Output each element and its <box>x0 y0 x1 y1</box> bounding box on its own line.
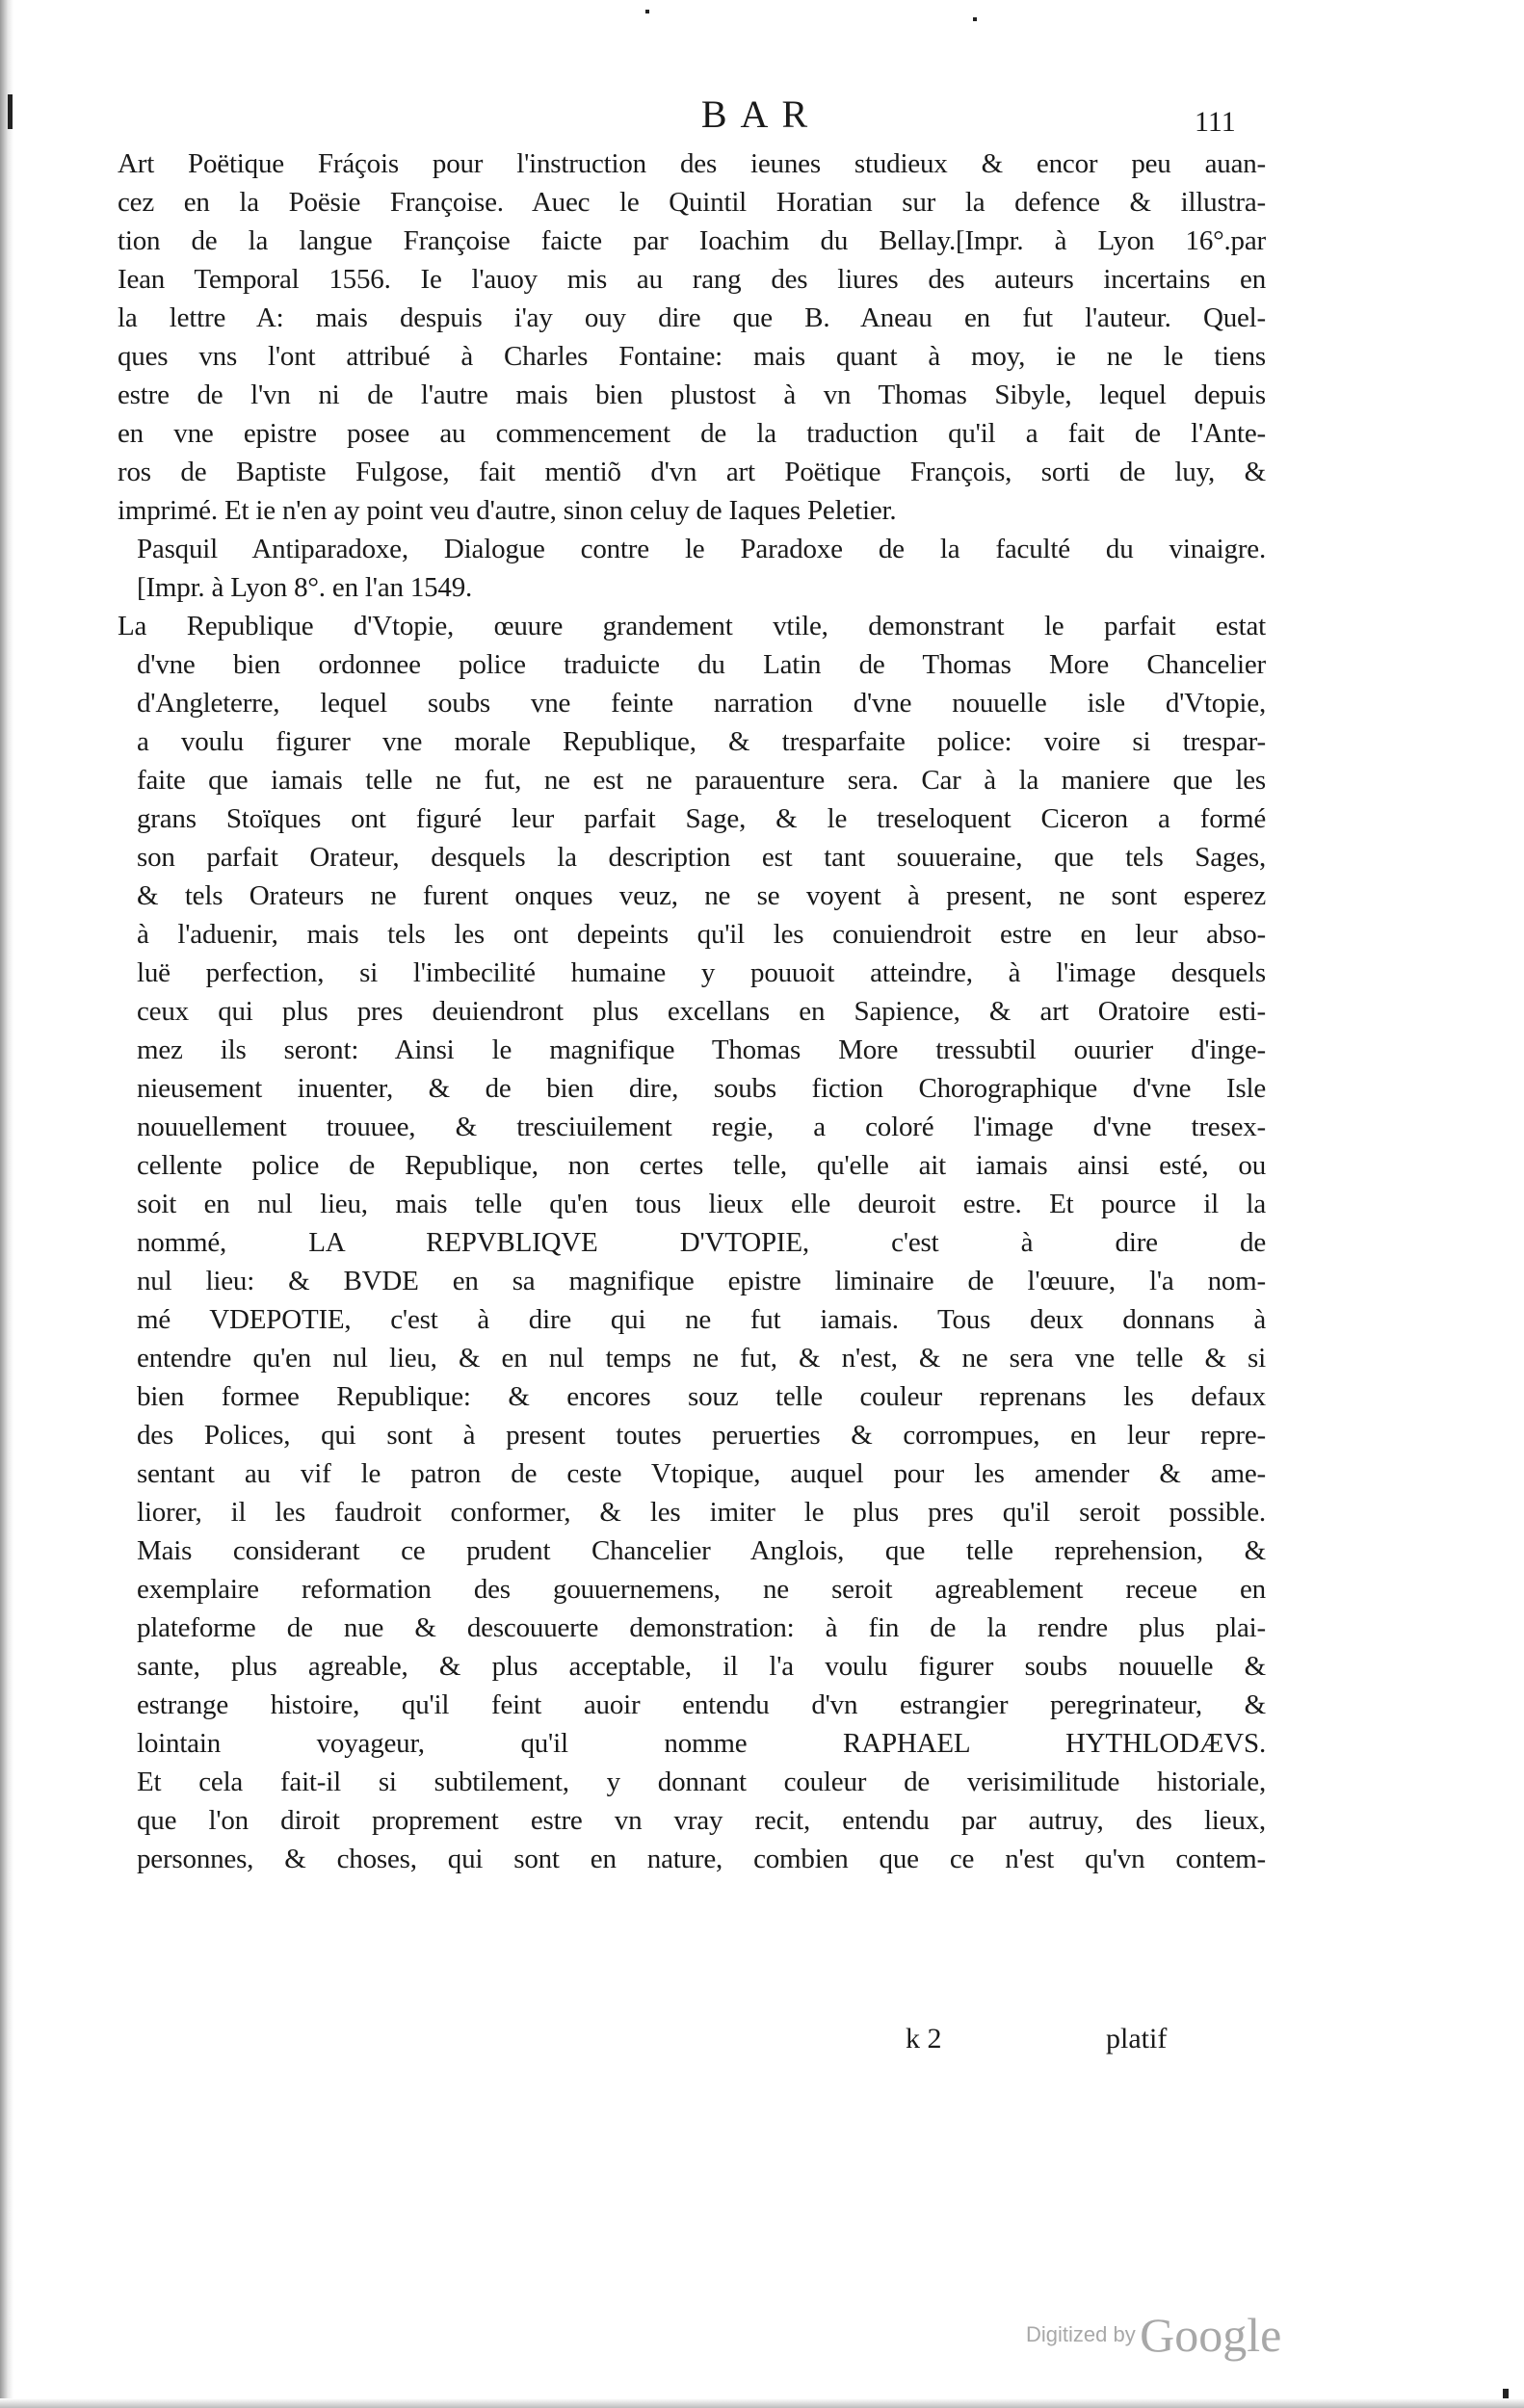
text-line: estrange histoire, qu'il feint auoir entendu d'vn estrangier peregrinateur, & <box>137 1689 1266 1720</box>
text-line: soit en nul lieu, mais telle qu'en tous lieux elle deuroit estre. Et pource il la <box>137 1189 1266 1219</box>
text-line: Mais considerant ce prudent Chancelier Anglois, que telle reprehension, & <box>137 1535 1266 1566</box>
text-line: grans Stoïques ont figuré leur parfait Sage, & le treseloquent Ciceron a formé <box>137 803 1266 834</box>
watermark-prefix: Digitized by <box>1026 2322 1136 2346</box>
text-line: personnes, & choses, qui sont en nature, combien que ce n'est qu'vn contem- <box>137 1844 1266 1874</box>
text-line: sentant au vif le patron de ceste Vtopique, auquel pour les amender & ame- <box>137 1458 1266 1489</box>
text-line: des Polices, qui sont à present toutes peruerties & corrompues, en leur repre- <box>137 1420 1266 1451</box>
page-number: 111 <box>1195 106 1236 138</box>
text-line: Iean Temporal 1556. Ie l'auoy mis au rang des liures des auteurs incertains en <box>118 264 1266 295</box>
text-line: nouuellement trouuee, & tresciuilement regie, a coloré l'image d'vne tresex- <box>137 1112 1266 1142</box>
scan-speck <box>1503 2389 1509 2398</box>
text-line: nul lieu: & BVDE en sa magnifique epistre liminaire de l'œuure, l'a nom- <box>137 1266 1266 1296</box>
page-bottom-edge-shadow <box>0 2398 1524 2408</box>
digitized-by-google-watermark <box>1026 2307 1281 2365</box>
scan-speck <box>645 10 649 13</box>
text-line: ceux qui plus pres deuiendront plus excellans en Sapience, & art Oratoire esti- <box>137 996 1266 1027</box>
text-line: tion de la langue Françoise faicte par Ioachim du Bellay.[Impr. à Lyon 16°.par <box>118 225 1266 256</box>
text-line: nieusement inuenter, & de bien dire, soubs fiction Chorographique d'vne Isle <box>137 1073 1266 1104</box>
text-line: faite que iamais telle ne fut, ne est ne parauenture sera. Car à la maniere que les <box>137 765 1266 796</box>
text-line: a voulu figurer vne morale Republique, & tresparfaite police: voire si trespar- <box>137 726 1266 757</box>
text-line: exemplaire reformation des gouuernemens, ne seroit agreablement receue en <box>137 1574 1266 1605</box>
text-line: imprimé. Et ie n'en ay point veu d'autre, sinon celuy de Iaques Peletier. <box>118 495 897 526</box>
text-line: cellente police de Republique, non certes telle, qu'elle ait iamais ainsi esté, ou <box>137 1150 1266 1181</box>
body-text <box>118 144 1266 1878</box>
text-line: ques vns l'ont attribué à Charles Fontaine: mais quant à moy, ie ne le tiens <box>118 341 1266 372</box>
scan-speck <box>973 17 977 21</box>
text-line: que l'on diroit proprement estre vn vray recit, entendu par autruy, des lieux, <box>137 1805 1266 1836</box>
text-line: bien formee Republique: & encores souz telle couleur reprenans les defaux <box>137 1381 1266 1412</box>
page-footer <box>848 2023 1329 2071</box>
text-line: La Republique d'Vtopie, œuure grandement vtile, demonstrant le parfait estat <box>118 611 1266 641</box>
text-line: [Impr. à Lyon 8°. en l'an 1549. <box>137 572 473 603</box>
text-line: d'vne bien ordonnee police traduicte du Latin de Thomas More Chancelier <box>137 649 1266 680</box>
google-logo-text: Google <box>1140 2308 1282 2362</box>
text-line: luë perfection, si l'imbecilité humaine y pouuoit atteindre, à l'image desquels <box>137 957 1266 988</box>
text-line: à l'aduenir, mais tels les ont depeints qu'il les conuiendroit estre en leur abso- <box>137 919 1266 950</box>
text-line: d'Angleterre, lequel soubs vne feinte narration d'vne nouuelle isle d'Vtopie, <box>137 688 1266 719</box>
text-line: estre de l'vn ni de l'autre mais bien plustost à vn Thomas Sibyle, lequel depuis <box>118 380 1266 410</box>
text-line: Et cela fait-il si subtilement, y donnant couleur de verisimilitude historiale, <box>137 1767 1266 1797</box>
text-line: plateforme de nue & descouuerte demonstration: à fin de la rendre plus plai- <box>137 1612 1266 1643</box>
text-line: cez en la Poësie Françoise. Auec le Quintil Horatian sur la defence & illustra- <box>118 187 1266 218</box>
text-line: sante, plus agreable, & plus acceptable, il l'a voulu figurer soubs nouuelle & <box>137 1651 1266 1682</box>
text-line: mé VDEPOTIE, c'est à dire qui ne fut iamais. Tous deux donnans à <box>137 1304 1266 1335</box>
text-line: & tels Orateurs ne furent onques veuz, ne se voyent à present, ne sont esperez <box>137 880 1266 911</box>
scan-speck <box>8 94 13 129</box>
text-line: mez ils seront: Ainsi le magnifique Thomas More tressubtil ouurier d'inge- <box>137 1034 1266 1065</box>
text-line: entendre qu'en nul lieu, & en nul temps ne fut, & n'est, & ne sera vne telle & si <box>137 1343 1266 1374</box>
text-line: Art Poëtique Fráçois pour l'instruction des ieunes studieux & encor peu auan- <box>118 148 1266 179</box>
catchword: platif <box>1106 2023 1168 2055</box>
signature-mark: k 2 <box>906 2023 942 2055</box>
text-line: son parfait Orateur, desquels la description est tant souueraine, que tels Sages, <box>137 842 1266 873</box>
page-left-edge-shadow <box>0 0 13 2408</box>
text-line: lointain voyageur, qu'il nomme RAPHAEL HYTHLODÆVS. <box>137 1728 1266 1759</box>
text-line: Pasquil Antiparadoxe, Dialogue contre le Paradoxe de la faculté du vinaigre. <box>137 534 1266 564</box>
text-line: la lettre A: mais despuis i'ay ouy dire que B. Aneau en fut l'auteur. Quel- <box>118 302 1266 333</box>
text-line: liorer, il les faudroit conformer, & les imiter le plus pres qu'il seroit possible. <box>137 1497 1266 1528</box>
text-line: en vne epistre posee au commencement de la traduction qu'il a fait de l'Ante- <box>118 418 1266 449</box>
text-line: nommé, LA REPVBLIQVE D'VTOPIE, c'est à dire de <box>137 1227 1266 1258</box>
running-head: BAR <box>700 92 822 136</box>
text-line: ros de Baptiste Fulgose, fait mentiõ d'vn art Poëtique François, sorti de luy, & <box>118 457 1266 487</box>
